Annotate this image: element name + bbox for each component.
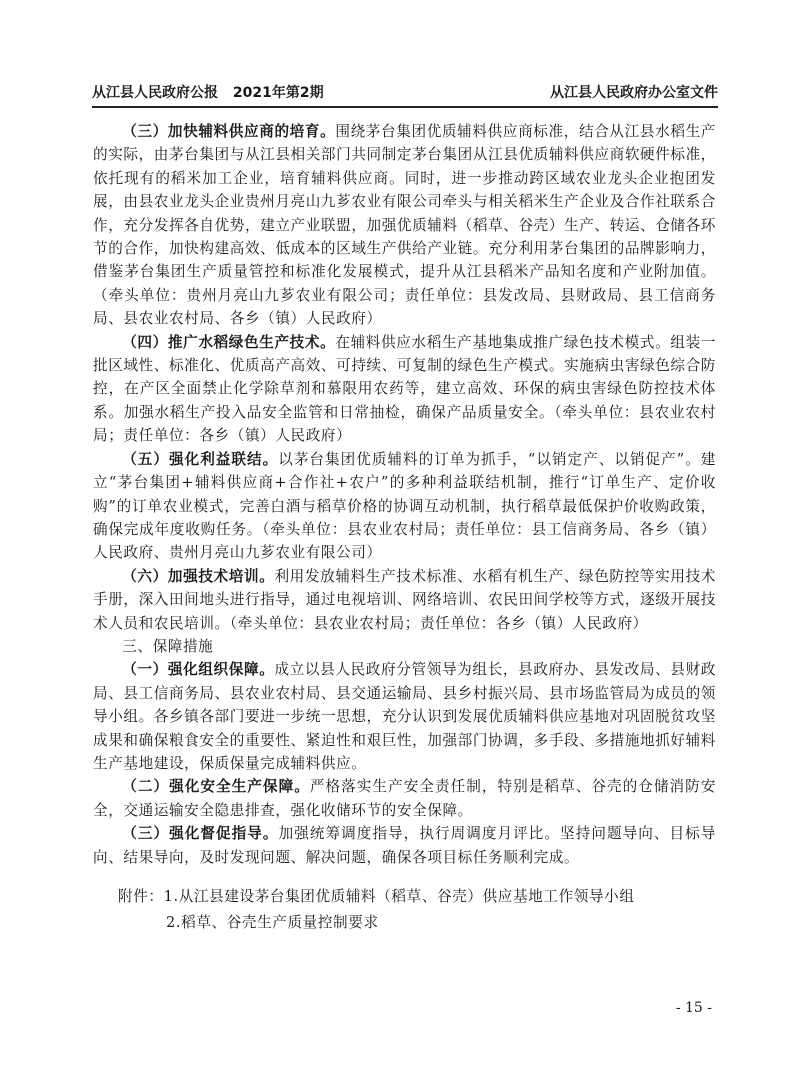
paragraph-heading: （一）强化组织保障。 bbox=[122, 661, 275, 679]
paragraph-supplier-cultivation bbox=[93, 120, 716, 331]
paragraph-interest-linkage bbox=[93, 448, 716, 565]
paragraph-safety-guarantee bbox=[93, 775, 716, 822]
attachment-title: 1.从江县建设茅台集团优质辅料（稻草、谷壳）供应基地工作领导小组 bbox=[163, 888, 635, 905]
paragraph-heading: （二）强化安全生产保障。 bbox=[122, 778, 310, 796]
paragraph-text: 以茅台集团优质辅料的订单为抓手，“以销定产、以销促产”。建立“茅台集团+辅料供应商+合作社+农户”的多种利益联结机制，推行“订单生产、定价收购”的订单农业模式，完善白酒与稻草价格的协调互动机制，执行稻草最低保护价收购政策，确保完成年度收购任务。（牵头单位：县农业农村局；责任单位：县工信商务局、各乡（镇）人民政府、贵州月亮山九芗农业有限公司） bbox=[93, 450, 716, 562]
paragraph-text: 围绕茅台集团优质辅料供应商标准，结合从江县水稻生产的实际，由茅台集团与从江县相关部门共同制定茅台集团从江县优质辅料供应商软硬件标准，依托现有的稻米加工企业，培育辅料供应商。同时，进一步推动跨区域农业龙头企业抱团发展，由县农业龙头企业贵州月亮山九芗农业有限公司牵头与相关稻米生产企业及合作社联系合作，充分发挥各自优势，建立产业联盟，加强优质辅料（稻草、谷壳）生产、转运、仓储各环节的合作，加快构建高效、低成本的区域生产供给产业链。充分利用茅台集团的品牌影响力，借鉴茅台集团生产质量管控和标准化发展模式，提升从江县稻米产品知名度和产业附加值。（牵头单位：贵州月亮山九芗农业有限公司；责任单位：县发改局、县财政局、县工信商务局、县农业农村局、各乡（镇）人民政府） bbox=[93, 123, 716, 328]
paragraph-organization-guarantee bbox=[93, 658, 716, 775]
paragraph-text: 加强统筹调度指导，执行周调度月评比。坚持问题导向、目标导向、结果导向，及时发现问题、解决问题，确保各项目标任务顺利完成。 bbox=[93, 825, 716, 866]
header-left bbox=[92, 82, 334, 102]
header-right-title: 从江县人民政府办公室文件 bbox=[550, 85, 718, 101]
attachment-item-1 bbox=[118, 884, 635, 910]
page-header bbox=[92, 82, 718, 102]
paragraph-text: 在辅料供应水稻生产基地集成推广绿色技术模式。组装一批区域性、标准化、优质高产高效、可持续、可复制的绿色生产模式。实施病虫害绿色综合防控，在产区全面禁止化学除草剂和慕限用农药等，建立高效、环保的病虫害绿色防控技术体系。加强水稻生产投入品安全监管和日常抽检，确保产品质量安全。（牵头单位：县农业农村局；责任单位：各乡（镇）人民政府） bbox=[93, 333, 716, 445]
paragraph-text: 成立以县人民政府分管领导为组长，县政府办、县发改局、县财政局、县工信商务局、县农业农村局、县交通运输局、县乡村振兴局、县市场监管局为成员的领导小组。各乡镇各部门要进一步统一思想，充分认识到发展优质辅料供应基地对巩固脱贫攻坚成果和确保粮食安全的重要性、紧迫性和艰巨性，加强部门协调，多手段、多措施地抓好辅料生产基地建设，保质保量完成辅料供应。 bbox=[93, 661, 716, 772]
paragraph-technical-training bbox=[93, 565, 716, 635]
attachment-item-2 bbox=[118, 910, 635, 936]
publication-title: 从江县人民政府公报 bbox=[92, 85, 218, 101]
section-title-safeguards: 三、保障措施 bbox=[122, 637, 214, 655]
page-number: - 15 - bbox=[675, 1000, 712, 1016]
paragraph-heading: （四）推广水稻绿色生产技术。 bbox=[122, 333, 336, 351]
header-divider bbox=[92, 106, 718, 108]
paragraph-heading: （六）加强技术培训。 bbox=[122, 567, 275, 585]
paragraph-text: 利用发放辅料生产技术标准、水稻有机生产、绿色防控等实用技术手册，深入田间地头进行指导，通过电视培训、网络培训、农民田间学校等方式，逐级开展技术人员和农民培训。（牵头单位：县农业农村局；责任单位：各乡（镇）人民政府） bbox=[93, 567, 716, 632]
paragraph-text: 严格落实生产安全责任制，特别是稻草、谷壳的仓储消防安全，交通运输安全隐患排查，强化收储环节的安全保障。 bbox=[93, 778, 717, 819]
attachments-list bbox=[118, 884, 635, 936]
paragraph-green-technology bbox=[93, 331, 716, 448]
attachment-title: 2.稻草、谷壳生产质量控制要求 bbox=[166, 914, 379, 931]
document-body bbox=[93, 120, 716, 869]
paragraph-heading: （三）加快辅料供应商的培育。 bbox=[122, 123, 336, 140]
paragraph-heading: （五）强化利益联结。 bbox=[122, 450, 279, 468]
paragraph-heading: （三）强化督促指导。 bbox=[122, 825, 279, 843]
attachments-label: 附件： bbox=[118, 888, 164, 905]
issue-label: 2021年第2期 bbox=[232, 85, 324, 101]
paragraph-supervision bbox=[93, 822, 716, 869]
